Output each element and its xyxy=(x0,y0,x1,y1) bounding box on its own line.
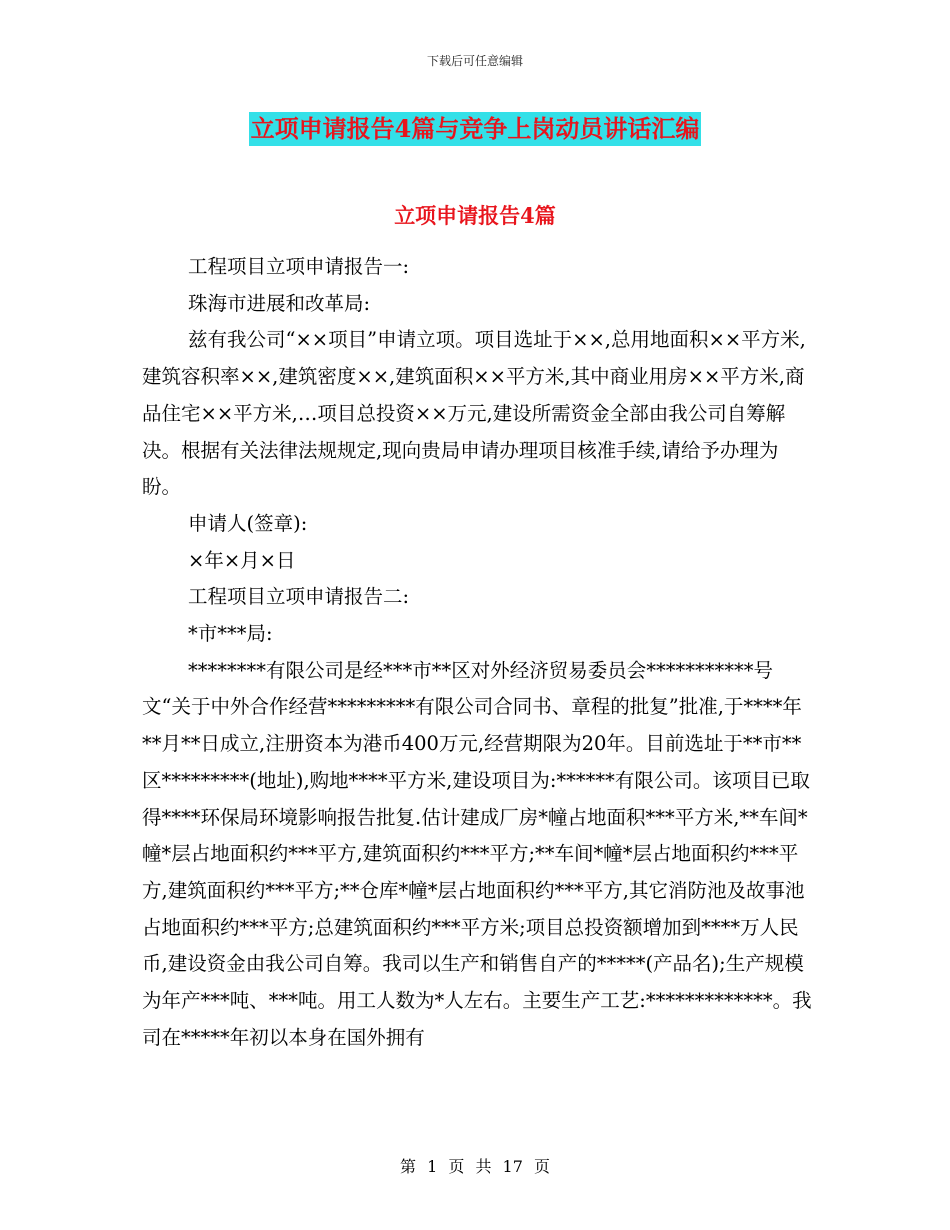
section-title: 立项申请报告4篇 xyxy=(394,203,556,228)
document-body xyxy=(142,249,812,1056)
paragraph: 工程项目立项申请报告一: xyxy=(188,255,410,278)
paragraph: ********有限公司是经***市**区对外经济贸易委员会***********号文“关于中外合作经营*********有限公司合同书、章程的批复”批准,于****年**月**日成立,注册资本为港币400万元,经营期限为20年。目前选址于**市**区*********(地址),购地****平方米,建设项目为:******有限公司。该项目已取得****环保局环境影响报告批复.估计建成厂房*幢占地面积***平方米,**车间*幢*层占地面积约***平方,建筑面积约***平方;**车间*幢*层占地面积约***平方,建筑面积约***平方;**仓库*幢*层占地面积约***平方,其它消防池及故事池占地面积约***平方;总建筑面积约***平方米;项目总投资额增加到****万人民币,建设资金由我公司自筹。我司以生产和销售自产的*****(产品名);生产规模为年产***吨、***吨。用工人数为*人左右。主要生产工艺:*************。我司在*****年初以本身在国外拥有 xyxy=(142,658,812,1049)
paragraph: 工程项目立项申请报告二: xyxy=(188,585,410,609)
paragraph: ×年×月×日 xyxy=(188,548,296,572)
main-title-container xyxy=(0,112,950,146)
paragraph: 申请人(签章): xyxy=(188,511,308,535)
paragraph: 珠海市进展和改革局: xyxy=(188,291,371,315)
paragraph: 兹有我公司“××项目”申请立项。项目选址于××,总用地面积××平方米,建筑容积率××,建筑密度××,建筑面积××平方米,其中商业用房××平方米,商品住宅××平方米,…项目总投资××万元,建设所需资金全部由我公司自筹解决。根据有关法律法规规定,现向贵局申请办理项目核准手续,请给予办理为盼。 xyxy=(142,328,806,499)
paragraph: *市***局: xyxy=(188,622,273,646)
page-footer: 第 1 页 共 17 页 xyxy=(400,1157,550,1176)
page-header-note: 下载后可任意编辑 xyxy=(426,54,523,68)
main-title: 立项申请报告4篇与竞争上岗动员讲话汇编 xyxy=(249,112,702,146)
